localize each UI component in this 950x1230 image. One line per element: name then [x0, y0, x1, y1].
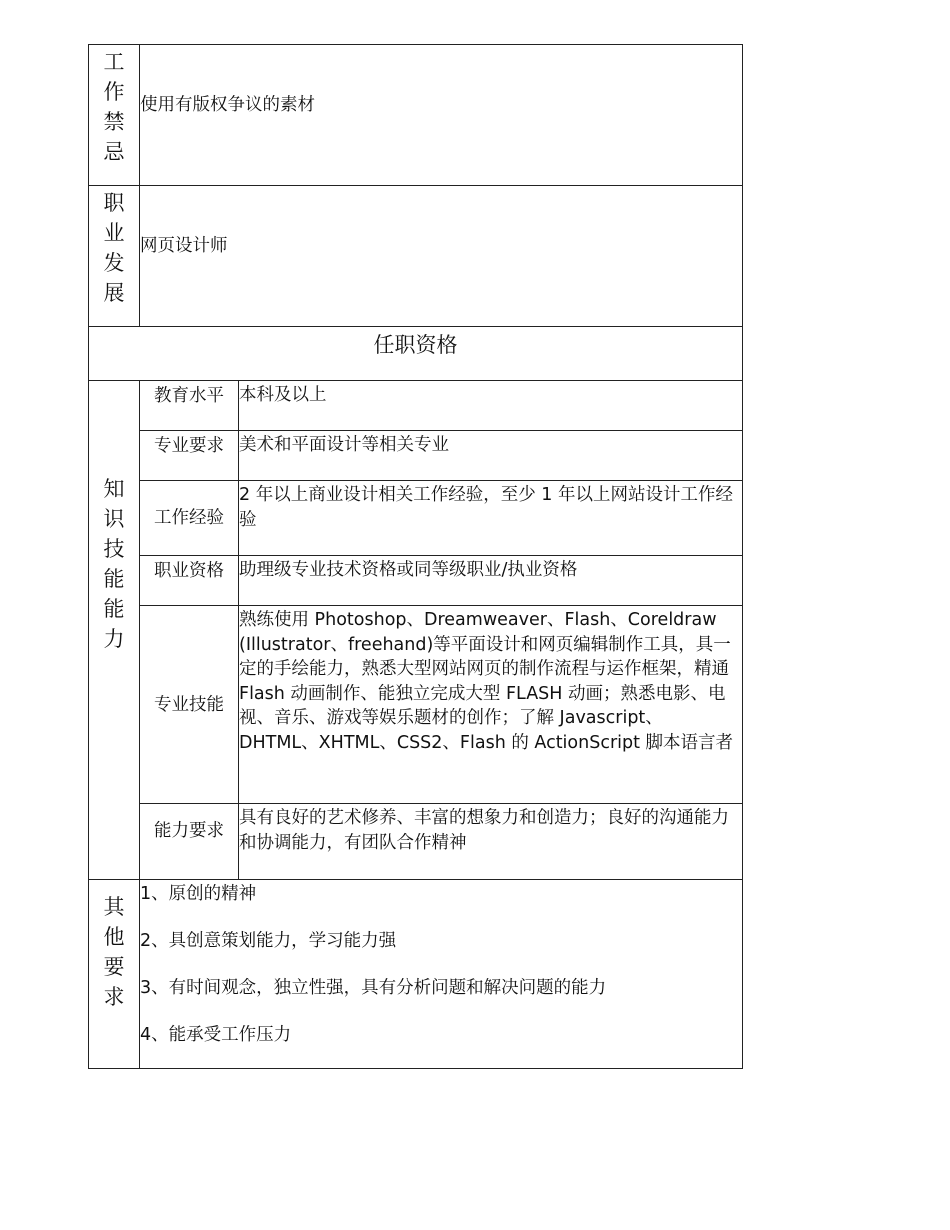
education-label-text: 教育水平 — [154, 386, 224, 406]
skills-value-cell — [238, 605, 743, 804]
knowledge-label-char-3: 技 — [103, 536, 125, 561]
experience-label — [139, 480, 239, 556]
work-taboo-label-char-1: 工 — [103, 50, 125, 74]
knowledge-label-char-6: 力 — [103, 626, 125, 651]
skills-label-text: 专业技能 — [154, 694, 224, 715]
education-label — [139, 380, 239, 431]
experience-value-cell — [238, 480, 743, 556]
work-taboo-label-char-2: 作 — [103, 80, 125, 104]
other-item-2: 2、具创意策划能力，学习能力强 — [140, 931, 397, 951]
experience-value: 2 年以上商业设计相关工作经验，至少 1 年以上网站设计工作经验 — [239, 485, 733, 530]
career-label — [88, 185, 140, 327]
ability-label-text: 能力要求 — [154, 821, 224, 841]
experience-label-text: 工作经验 — [154, 508, 224, 528]
work-taboo-label — [88, 44, 140, 186]
work-taboo-label-char-3: 禁 — [103, 110, 125, 134]
career-content-cell — [139, 185, 743, 327]
other-label-char-3: 要 — [103, 955, 125, 979]
certification-value-cell — [238, 555, 743, 606]
other-item-3: 3、有时间观念，独立性强，具有分析问题和解决问题的能力 — [140, 978, 607, 998]
knowledge-label-char-2: 识 — [103, 506, 125, 531]
education-value: 本科及以上 — [239, 385, 327, 405]
certification-value: 助理级专业技术资格或同等级职业/执业资格 — [239, 560, 578, 580]
ability-label — [139, 803, 239, 880]
skills-value: 熟练使用 Photoshop、Dreamweaver、Flash、Coreldraw (Illustrator、freehand)等平面设计和网页编辑制作工具，具一定的手绘能力，熟悉大型网站网页的制作流程与运作框架，精通 Flash 动画制作、能独立完成大型 FLASH 动画；熟悉电影、电视、音乐、游戏等娱乐题材的创作；了解 Javascript、DHTML、XHTML、CSS2、Flash 的 ActionScript 脚本语言者 — [239, 610, 734, 753]
other-label-char-4: 求 — [103, 985, 125, 1009]
work-taboo-label-char-4: 忌 — [103, 140, 125, 164]
skills-label — [139, 605, 239, 804]
knowledge-label-char-1: 知 — [103, 476, 125, 501]
qualification-title-cell — [88, 326, 743, 381]
other-content-cell — [139, 879, 743, 1069]
career-label-char-4: 展 — [103, 281, 125, 305]
education-value-cell — [238, 380, 743, 431]
career-label-char-1: 职 — [103, 191, 125, 215]
ability-value-cell — [238, 803, 743, 880]
other-label-char-2: 他 — [103, 925, 125, 949]
career-label-char-2: 业 — [103, 221, 125, 245]
other-item-1: 1、原创的精神 — [140, 884, 257, 904]
career-label-char-3: 发 — [103, 251, 125, 275]
certification-label — [139, 555, 239, 606]
career-content: 网页设计师 — [140, 236, 228, 256]
knowledge-label — [88, 380, 140, 880]
work-taboo-content-cell — [139, 44, 743, 186]
major-value-cell — [238, 430, 743, 481]
qualification-title: 任职资格 — [373, 332, 458, 357]
major-value: 美术和平面设计等相关专业 — [239, 435, 449, 455]
knowledge-label-char-5: 能 — [103, 596, 125, 621]
certification-label-text: 职业资格 — [154, 561, 224, 581]
other-label — [88, 879, 140, 1069]
major-label-text: 专业要求 — [154, 436, 224, 456]
knowledge-label-char-4: 能 — [103, 566, 125, 591]
other-label-char-1: 其 — [103, 895, 125, 919]
work-taboo-content: 使用有版权争议的素材 — [140, 95, 315, 115]
other-item-4: 4、能承受工作压力 — [140, 1025, 292, 1045]
major-label — [139, 430, 239, 481]
ability-value: 具有良好的艺术修养、丰富的想象力和创造力；良好的沟通能力和协调能力，有团队合作精神 — [239, 808, 729, 853]
